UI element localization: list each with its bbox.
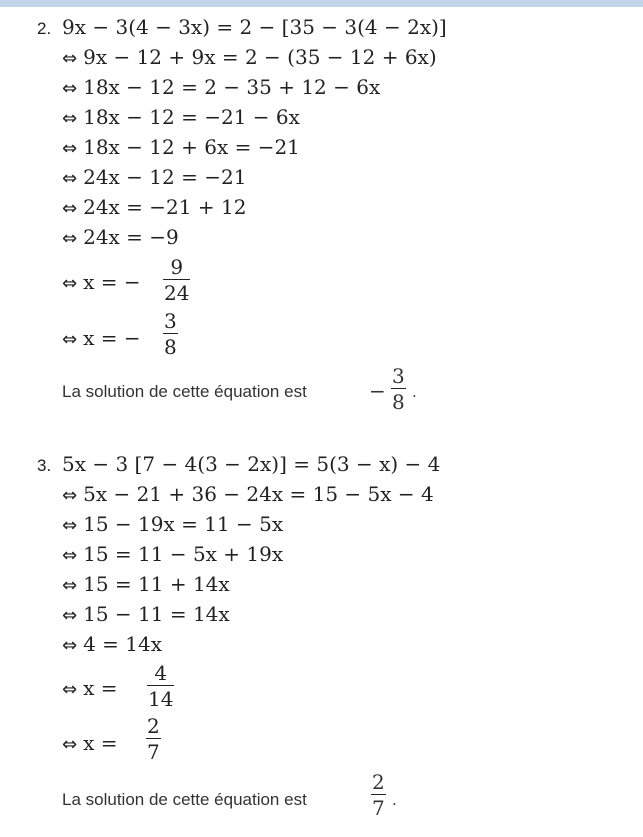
fraction-step-line: [62, 309, 262, 369]
conclusion-period: .: [392, 790, 397, 809]
fraction: [146, 714, 161, 764]
fraction-numerator: 2: [147, 714, 160, 738]
equivalence-symbol: ⇔: [62, 605, 78, 626]
fraction-numerator: 4: [154, 661, 168, 685]
fraction: [147, 661, 174, 711]
step-lhs: x =: [83, 676, 118, 700]
step-expression: 24x − 12 = −21: [83, 165, 247, 189]
step-lhs: x = −: [83, 270, 141, 294]
fraction-denominator: 24: [164, 281, 190, 305]
step-expression: 18x − 12 + 6x = −21: [83, 135, 300, 159]
fraction: [163, 255, 190, 305]
step-expression: 15 − 19x = 11 − 5x: [83, 512, 284, 536]
equivalence-symbol: ⇔: [62, 273, 78, 294]
problem-equation: 9x − 3(4 − 3x) = 2 − [35 − 3(4 − 2x)]: [62, 15, 447, 39]
step-expression: 15 = 11 + 14x: [83, 572, 230, 596]
fraction-denominator: 8: [164, 335, 177, 359]
problem-number: 2.: [37, 19, 52, 38]
step-expression: 15 − 11 = 14x: [83, 602, 230, 626]
step-expression: 15 = 11 − 5x + 19x: [83, 542, 284, 566]
step-expression: 24x = −9: [83, 225, 179, 249]
equivalence-symbol: ⇔: [62, 545, 78, 566]
equivalence-symbol: ⇔: [62, 138, 78, 159]
fraction-numerator: 2: [372, 770, 385, 794]
fraction-denominator: 14: [148, 687, 174, 711]
conclusion-period: .: [412, 382, 417, 401]
conclusion-sentence: [62, 770, 462, 828]
conclusion-fraction: [391, 364, 406, 414]
step-lhs: x = −: [83, 326, 141, 350]
fraction-step-line: [62, 714, 262, 774]
equivalence-symbol: ⇔: [62, 78, 78, 99]
fraction-step-line: [62, 659, 262, 719]
step-expression: 18x − 12 = −21 − 6x: [83, 105, 300, 129]
conclusion-text: La solution de cette équation est: [62, 382, 307, 401]
equivalence-symbol: ⇔: [62, 635, 78, 656]
equivalence-symbol: ⇔: [62, 679, 78, 700]
fraction: [163, 309, 178, 359]
step-expression: 24x = −21 + 12: [83, 195, 247, 219]
equivalence-symbol: ⇔: [62, 485, 78, 506]
problem-number: 3.: [37, 456, 52, 475]
equivalence-symbol: ⇔: [62, 575, 78, 596]
problem-3-statement: [0, 451, 643, 481]
problem-equation: 5x − 3 [7 − 4(3 − 2x)] = 5(3 − x) − 4: [62, 452, 441, 476]
equivalence-symbol: ⇔: [62, 734, 78, 755]
conclusion-text: La solution de cette équation est: [62, 790, 307, 809]
fraction-denominator: 7: [372, 796, 385, 820]
conclusion-fraction: [371, 770, 386, 820]
equivalence-symbol: ⇔: [62, 108, 78, 129]
problem-2-statement: [0, 14, 643, 44]
equivalence-symbol: ⇔: [62, 228, 78, 249]
equivalence-symbol: ⇔: [62, 329, 78, 350]
step-lhs: x =: [83, 731, 118, 755]
equivalence-symbol: ⇔: [62, 515, 78, 536]
step-expression: 4 = 14x: [83, 632, 163, 656]
step-expression: 5x − 21 + 36 − 24x = 15 − 5x − 4: [83, 482, 434, 506]
equivalence-symbol: ⇔: [62, 48, 78, 69]
step-expression: 9x − 12 + 9x = 2 − (35 − 12 + 6x): [83, 45, 437, 69]
fraction-denominator: 7: [147, 740, 160, 764]
fraction-numerator: 3: [392, 364, 405, 388]
conclusion-sentence: [62, 364, 462, 422]
fraction-numerator: 3: [164, 309, 177, 333]
fraction-denominator: 8: [392, 390, 405, 414]
conclusion-sign: −: [369, 379, 386, 403]
step-expression: 18x − 12 = 2 − 35 + 12 − 6x: [83, 75, 381, 99]
fraction-numerator: 9: [170, 255, 184, 279]
equivalence-symbol: ⇔: [62, 168, 78, 189]
equivalence-symbol: ⇔: [62, 198, 78, 219]
fraction-step-line: [62, 253, 262, 313]
